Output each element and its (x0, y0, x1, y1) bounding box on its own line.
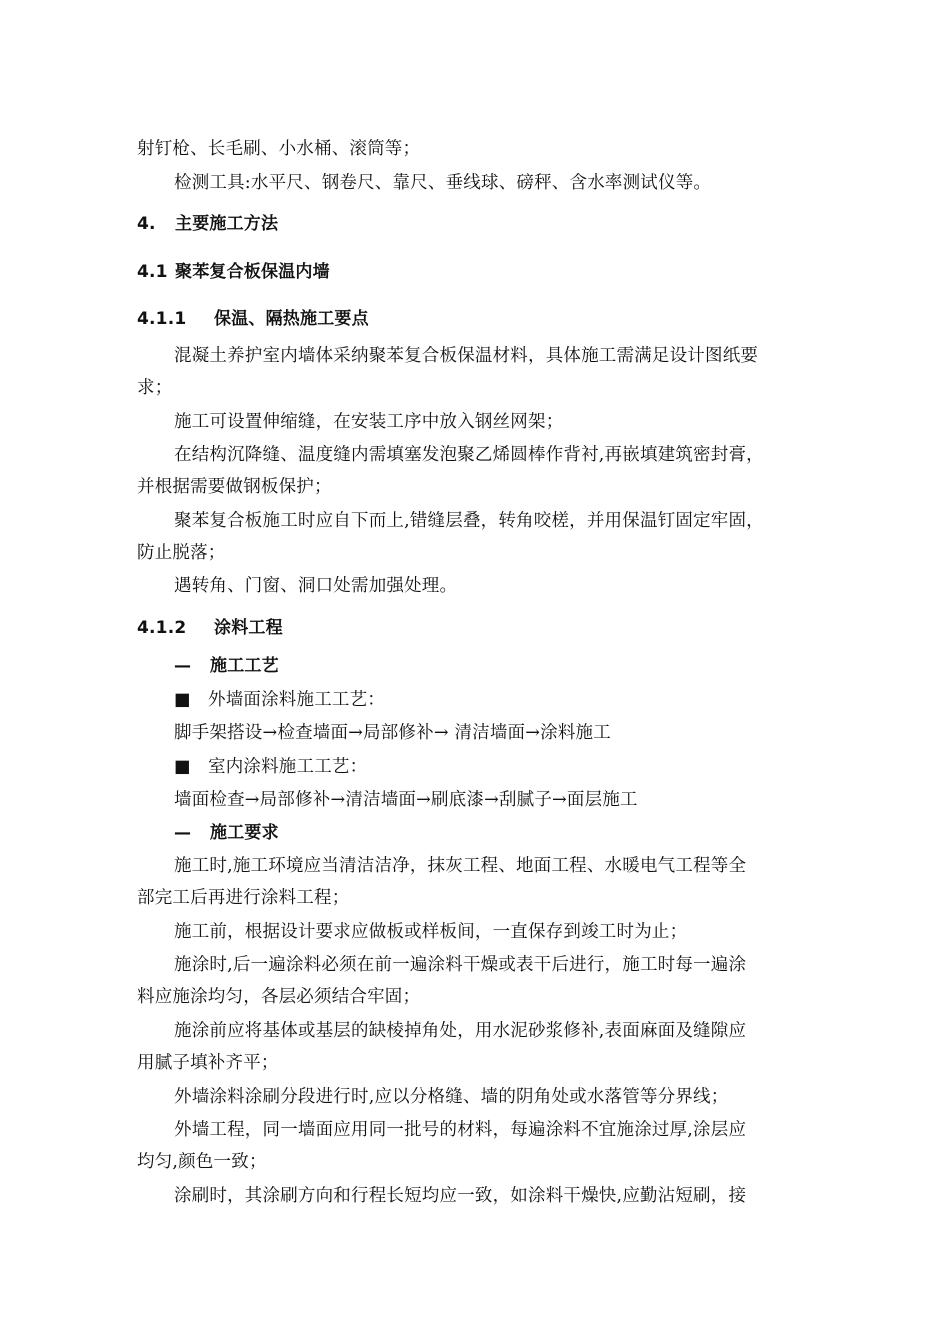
text-line: 防止脱落； (137, 543, 226, 563)
square-bullet-icon: ■ (174, 757, 191, 777)
heading-4-1 (137, 261, 330, 283)
dash-marker: — (174, 656, 192, 676)
heading-text: 涂料工程 (214, 618, 283, 638)
text-line: 并根据需要做钢板保护； (137, 477, 332, 497)
text-line: 施工前，根据设计要求应做板或样板间，一直保存到竣工时为止； (174, 922, 688, 942)
subheading-text: 施工工艺 (210, 656, 279, 676)
text-line: 料应施涂均匀，各层必须结合牢固； (137, 987, 421, 1007)
heading-4 (137, 213, 278, 235)
text-line: 施涂时,后一遍涂料必须在前一遍涂料干燥或表干后进行，施工时每一遍涂 (174, 955, 747, 975)
text-line: 求； (137, 378, 173, 398)
text-line: 混凝土养护室内墙体采纳聚苯复合板保温材料，具体施工需满足设计图纸要 (174, 346, 759, 366)
subheading-requirements (174, 822, 279, 844)
dash-marker: — (174, 823, 192, 843)
text-line: 用腻子填补齐平； (137, 1053, 279, 1073)
text-line: 施工可设置伸缩缝，在安装工序中放入钢丝网架； (174, 412, 564, 432)
bullet-item-interior (174, 756, 367, 778)
text-line: 施涂前应将基体或基层的缺棱掉角处，用水泥砂浆修补,表面麻面及缝隙应 (174, 1021, 747, 1041)
text-line: 在结构沉降缝、温度缝内需填塞发泡聚乙烯圆棒作背衬,再嵌填建筑密封膏， (174, 445, 764, 465)
heading-number: 4.1.1 (137, 309, 187, 329)
heading-number: 4. (137, 214, 156, 234)
text-line: 聚苯复合板施工时应自下而上,错缝层叠，转角咬槎，并用保温钉固定牢固， (174, 511, 764, 531)
process-flow-exterior: 脚手架搭设→检查墙面→局部修补→ 清洁墙面→涂料施工 (174, 723, 611, 743)
square-bullet-icon: ■ (174, 690, 191, 710)
text-line: 射钉枪、长毛刷、小水桶、滚筒等； (137, 139, 421, 159)
heading-text: 主要施工方法 (175, 214, 279, 234)
text-line: 检测工具:水平尺、钢卷尺、靠尺、垂线球、磅秤、含水率测试仪等。 (174, 173, 712, 193)
text-line: 涂刷时，其涂刷方向和行程长短均应一致，如涂料干燥快,应勤沾短刷，接 (174, 1186, 747, 1206)
heading-number: 4.1.2 (137, 618, 187, 638)
bullet-text: 室内涂料施工工艺： (208, 757, 368, 777)
heading-text: 保温、隔热施工要点 (214, 309, 369, 329)
text-line: 部完工后再进行涂料工程； (137, 888, 350, 908)
text-line: 外墙涂料涂刷分段进行时,应以分格缝、墙的阴角处或水落管等分界线； (174, 1087, 729, 1107)
subheading-process (174, 655, 279, 677)
text-line: 施工时,施工环境应当清洁洁净，抹灰工程、地面工程、水暖电气工程等全 (174, 856, 747, 876)
heading-text: 聚苯复合板保温内墙 (175, 262, 330, 282)
heading-number: 4.1 (137, 262, 168, 282)
text-line: 遇转角、门窗、洞口处需加强处理。 (174, 576, 458, 596)
bullet-text: 外墙面涂料施工工艺： (208, 690, 385, 710)
subheading-text: 施工要求 (210, 823, 279, 843)
bullet-item-exterior (174, 689, 385, 711)
text-line: 均匀,颜色一致； (137, 1152, 267, 1172)
text-line: 外墙工程，同一墙面应用同一批号的材料，每遍涂料不宜施涂过厚,涂层应 (174, 1120, 747, 1140)
heading-4-1-1 (137, 308, 369, 330)
process-flow-interior: 墙面检查→局部修补→清洁墙面→刷底漆→刮腻子→面层施工 (174, 790, 638, 810)
heading-4-1-2 (137, 617, 283, 639)
